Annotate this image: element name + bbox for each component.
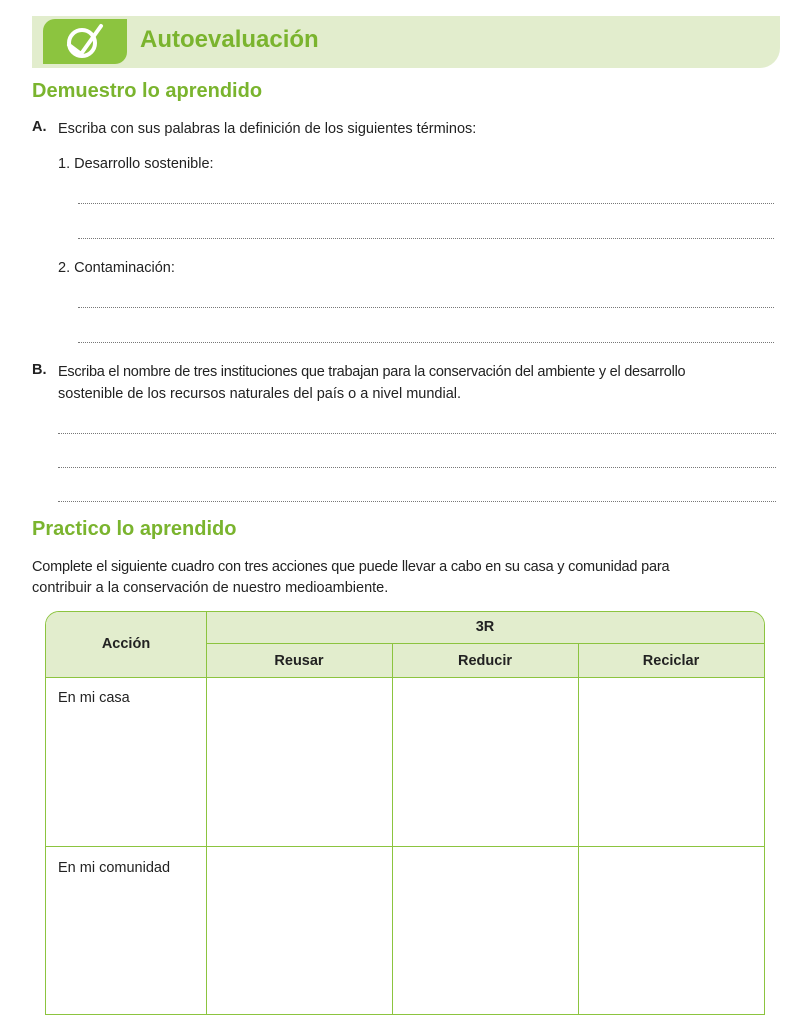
answer-line[interactable]	[78, 342, 774, 343]
answer-line[interactable]	[58, 501, 776, 502]
section-title-practico: Practico lo aprendido	[32, 518, 237, 540]
answer-line[interactable]	[58, 467, 776, 468]
item-letter-b: B.	[32, 362, 47, 378]
answer-line[interactable]	[78, 203, 774, 204]
row-label-casa: En mi casa	[58, 690, 130, 706]
col-divider	[392, 643, 393, 1015]
col-header-reciclar: Reciclar	[642, 653, 700, 669]
actions-table	[45, 611, 765, 1015]
instruction-b-line2: sostenible de los recursos naturales del país o a nivel mundial.	[58, 386, 462, 402]
instruction-a: Escriba con sus palabras la definición de los siguientes términos:	[58, 121, 477, 137]
item-letter-a: A.	[32, 119, 47, 135]
answer-line[interactable]	[78, 238, 774, 239]
col-header-accion: Acción	[101, 636, 151, 652]
col-group-header-3r: 3R	[475, 619, 495, 635]
answer-line[interactable]	[78, 307, 774, 308]
header-divider	[206, 643, 765, 644]
section-title-demuestro: Demuestro lo aprendido	[32, 80, 263, 102]
answer-line[interactable]	[58, 433, 776, 434]
check-circle-icon	[43, 19, 127, 64]
instruction-b-line1: Escriba el nombre de tres instituciones que trabajan para la conservación del ambiente y el desarrollo	[58, 364, 686, 380]
term-1: 1. Desarrollo sostenible:	[58, 156, 214, 172]
header-bottom-border	[46, 677, 765, 678]
col-header-reducir: Reducir	[458, 653, 512, 669]
row-divider	[46, 846, 765, 847]
row-label-comunidad: En mi comunidad	[58, 860, 171, 876]
col-header-reusar: Reusar	[274, 653, 324, 669]
col-divider	[578, 643, 579, 1015]
page-title: Autoevaluación	[140, 26, 319, 53]
instruction-table-line2: contribuir a la conservación de nuestro medioambiente.	[32, 580, 389, 596]
col-divider	[206, 612, 207, 1015]
term-2: 2. Contaminación:	[58, 260, 175, 276]
instruction-table-line1: Complete el siguiente cuadro con tres acciones que puede llevar a cabo en su casa y comunidad para	[32, 559, 670, 575]
